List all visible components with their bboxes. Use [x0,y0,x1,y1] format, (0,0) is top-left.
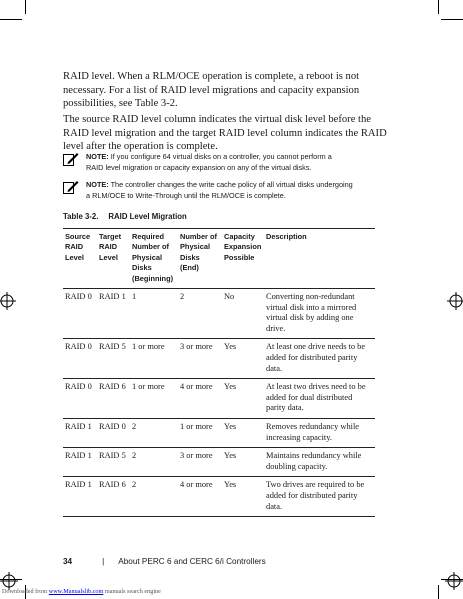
cell-description: Converting non-redundant virtual disk into a mirrored virtual disk by adding one drive. [264,289,375,339]
table-row [63,289,375,339]
registration-mark-icon [447,292,463,310]
text-line: level after the operation is complete. [63,141,218,153]
cell-disks-beginning: 2 [130,448,178,477]
cell-source-level: RAID 1 [63,448,97,477]
cell-disks-end: 3 or more [178,339,222,379]
chapter-title: About PERC 6 and CERC 6/i Controllers [118,557,266,566]
table-row [63,477,375,517]
table-row [63,448,375,477]
cell-disks-end: 4 or more [178,477,222,517]
note-label: NOTE: [86,152,109,161]
cell-disks-beginning: 1 or more [130,379,178,419]
text-line: RAID level. When a RLM/OCE operation is complete, a reboot is not [63,71,360,82]
text-line: The source RAID level column indicates the virtual disk level before the [63,114,371,125]
download-site-link[interactable]: www.Manualslib.com [48,588,104,595]
note-pencil-icon [63,152,79,166]
cell-target-level: RAID 5 [97,448,130,477]
table-row [63,379,375,419]
cell-source-level: RAID 1 [63,477,97,517]
download-notice [2,588,161,595]
page-number: 34 [63,557,73,566]
note-text: a RLM/OCE to Write-Through until the RLM/OCE is complete. [86,190,286,200]
cell-disks-beginning: 1 [130,289,178,339]
column-header-capacity-expansion: Capacity Expansion Possible [222,229,264,289]
table-label: Table 3-2. [63,212,99,221]
body-paragraph [63,113,393,154]
registration-mark-icon [445,572,463,590]
registration-mark-icon [0,292,16,310]
cell-capacity-expansion: Yes [222,339,264,379]
cell-disks-end: 1 or more [178,418,222,447]
cell-target-level: RAID 6 [97,477,130,517]
table-row [63,418,375,447]
cell-description: At least one drive needs to be added for distributed parity data. [264,339,375,379]
text-line: RAID level migration and the target RAID level column indicates the RAID [63,127,387,139]
body-paragraph [63,70,393,111]
cell-capacity-expansion: Yes [222,418,264,447]
cell-source-level: RAID 0 [63,339,97,379]
table-header-row [63,229,375,289]
cell-source-level: RAID 0 [63,289,97,339]
cell-description: Two drives are required to be added for distributed parity data. [264,477,375,517]
text-line: necessary. For a list of RAID level migrations and capacity expansion [63,84,360,96]
column-header-description: Description [264,229,375,289]
table-row [63,339,375,379]
footer-separator: | [102,557,105,566]
page-footer [63,557,266,566]
cell-target-level: RAID 1 [97,289,130,339]
cell-description: At least two drives need to be added for dual distributed parity data. [264,379,375,419]
cell-target-level: RAID 5 [97,339,130,379]
crop-mark-top-left [0,0,30,30]
text-line: possibilities, see Table 3-2. [63,98,178,110]
download-suffix: manuals search engine [103,588,161,595]
column-header-disks-end: Number of Physical Disks (End) [178,229,222,289]
note-text: The controller changes the write cache policy of all virtual disks undergoing [108,180,353,189]
note-pencil-icon [63,180,79,194]
raid-migration-table [63,228,375,517]
cell-description: Removes redundancy while increasing capacity. [264,418,375,447]
table-caption [63,212,187,221]
note-label: NOTE: [86,180,109,189]
cell-disks-beginning: 2 [130,477,178,517]
cell-capacity-expansion: Yes [222,379,264,419]
cell-target-level: RAID 6 [97,379,130,419]
cell-capacity-expansion: No [222,289,264,339]
cell-disks-end: 3 or more [178,448,222,477]
note-text: RAID level migration or capacity expansion on any of the virtual disks. [86,162,312,172]
crop-mark-top-right [433,0,463,30]
cell-disks-end: 4 or more [178,379,222,419]
cell-disks-end: 2 [178,289,222,339]
cell-description: Maintains redundancy while doubling capacity. [264,448,375,477]
column-header-required-disks-beginning: Required Number of Physical Disks (Beginning) [130,229,178,289]
note-text: If you configure 64 virtual disks on a controller, you cannot perform a [108,152,332,161]
cell-target-level: RAID 0 [97,418,130,447]
cell-disks-beginning: 1 or more [130,339,178,379]
cell-capacity-expansion: Yes [222,448,264,477]
column-header-source-raid-level: Source RAID Level [63,229,97,289]
table-title: RAID Level Migration [108,212,187,221]
cell-disks-beginning: 2 [130,418,178,447]
cell-capacity-expansion: Yes [222,477,264,517]
cell-source-level: RAID 0 [63,379,97,419]
cell-source-level: RAID 1 [63,418,97,447]
download-prefix: Downloaded from [2,588,49,595]
column-header-target-raid-level: Target RAID Level [97,229,130,289]
